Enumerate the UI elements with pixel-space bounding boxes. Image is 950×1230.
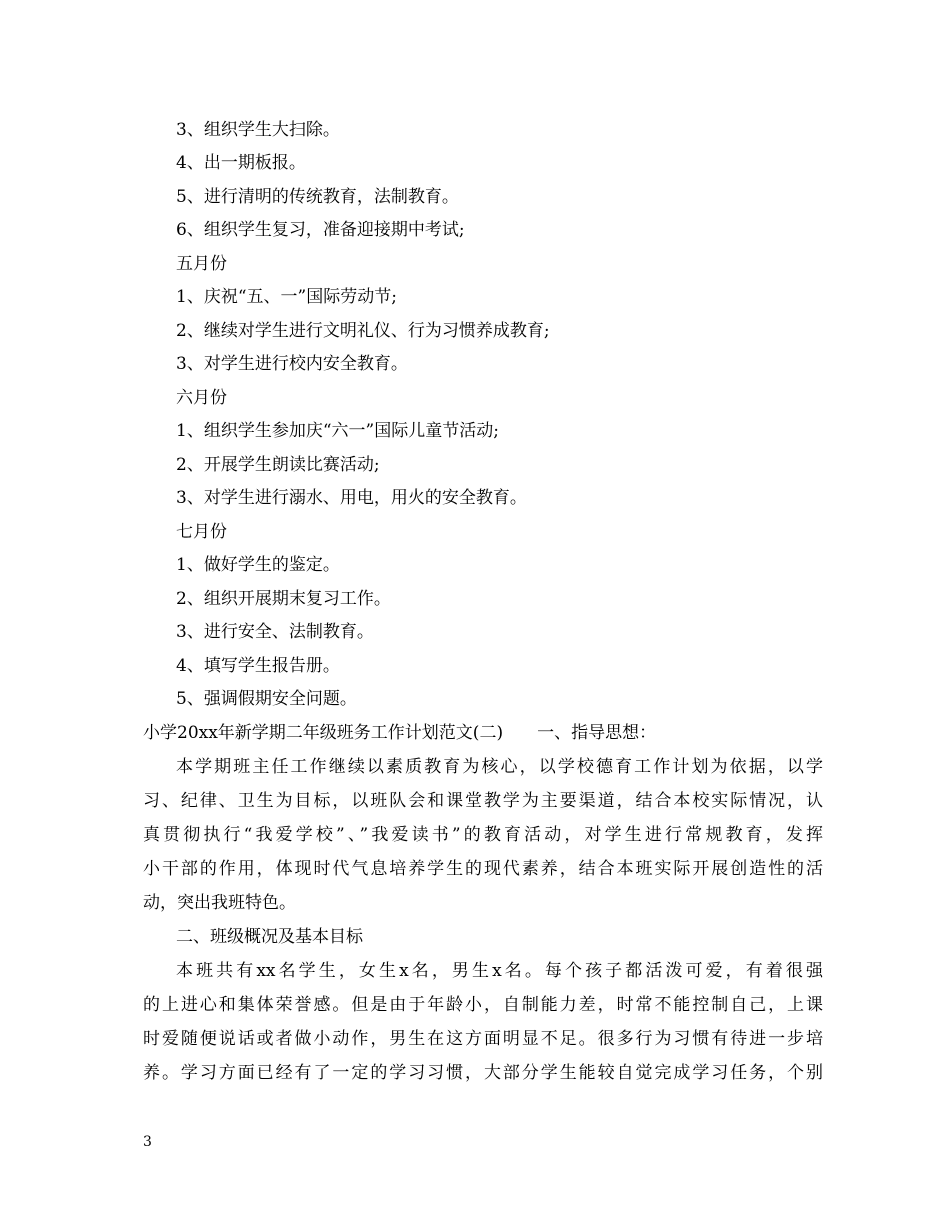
month-heading-june: 六月份 [176, 388, 227, 408]
section-heading: 二、班级概况及基本目标 [176, 927, 363, 947]
list-item: 1、庆祝“五、一”国际劳动节; [176, 287, 397, 307]
month-heading-july: 七月份 [176, 522, 227, 542]
page-number: 3 [143, 1134, 152, 1150]
paragraph-line [143, 993, 823, 1017]
paragraph-text: 的上进心和集体荣誉感。但是由于年龄小，自制能力差，时常不能控制自己，上课 [143, 995, 823, 1015]
list-item: 3、对学生进行校内安全教育。 [176, 354, 408, 374]
paragraph-line: 动，突出我班特色。 [143, 893, 296, 913]
month-heading-may: 五月份 [176, 254, 227, 274]
paragraph-text: 时爱随便说话或者做小动作，男生在这方面明显不足。很多行为习惯有待进一步培 [143, 1029, 823, 1049]
list-item: 4、出一期板报。 [176, 153, 306, 173]
list-item: 4、填写学生报告册。 [176, 656, 340, 676]
paragraph-line [176, 755, 823, 779]
list-item: 5、进行清明的传统教育，法制教育。 [176, 187, 459, 207]
paragraph-text: 本班共有xx名学生，女生x名，男生x名。每个孩子都活泼可爱，有着很强 [176, 961, 823, 981]
paragraph-line [143, 1061, 823, 1085]
paragraph-text: 养。学习方面已经有了一定的学习习惯，大部分学生能较自觉完成学习任务，个别 [143, 1063, 823, 1083]
list-item: 1、组织学生参加庆“六一”国际儿童节活动; [176, 421, 499, 441]
paragraph-text: 习、纪律、卫生为目标，以班队会和课堂教学为主要渠道，结合本校实际情况，认 [143, 791, 823, 811]
list-item: 3、进行安全、法制教育。 [176, 622, 374, 642]
paragraph-line [143, 789, 823, 813]
section-title: 小学20xx年新学期二年级班务工作计划范文(二) 一、指导思想： [143, 723, 657, 743]
paragraph-line [143, 1027, 823, 1051]
list-item: 1、做好学生的鉴定。 [176, 555, 340, 575]
paragraph-line [143, 823, 823, 847]
list-item: 3、对学生进行溺水、用电，用火的安全教育。 [176, 488, 527, 508]
paragraph-text: 小干部的作用，体现时代气息培养学生的现代素养，结合本班实际开展创造性的活 [143, 859, 823, 879]
paragraph-line [143, 857, 823, 881]
list-item: 2、继续对学生进行文明礼仪、行为习惯养成教育; [176, 321, 550, 341]
list-item: 2、开展学生朗读比赛活动; [176, 455, 380, 475]
paragraph-text: 本学期班主任工作继续以素质教育为核心，以学校德育工作计划为依据，以学 [176, 757, 823, 777]
list-item: 2、组织开展期末复习工作。 [176, 589, 391, 609]
paragraph-text: 真贯彻执行“我爱学校”、”我爱读书”的教育活动，对学生进行常规教育，发挥 [143, 825, 823, 845]
list-item: 3、组织学生大扫除。 [176, 120, 340, 140]
paragraph-line [176, 959, 823, 983]
list-item: 5、强调假期安全问题。 [176, 689, 357, 709]
list-item: 6、组织学生复习，准备迎接期中考试; [176, 220, 465, 240]
